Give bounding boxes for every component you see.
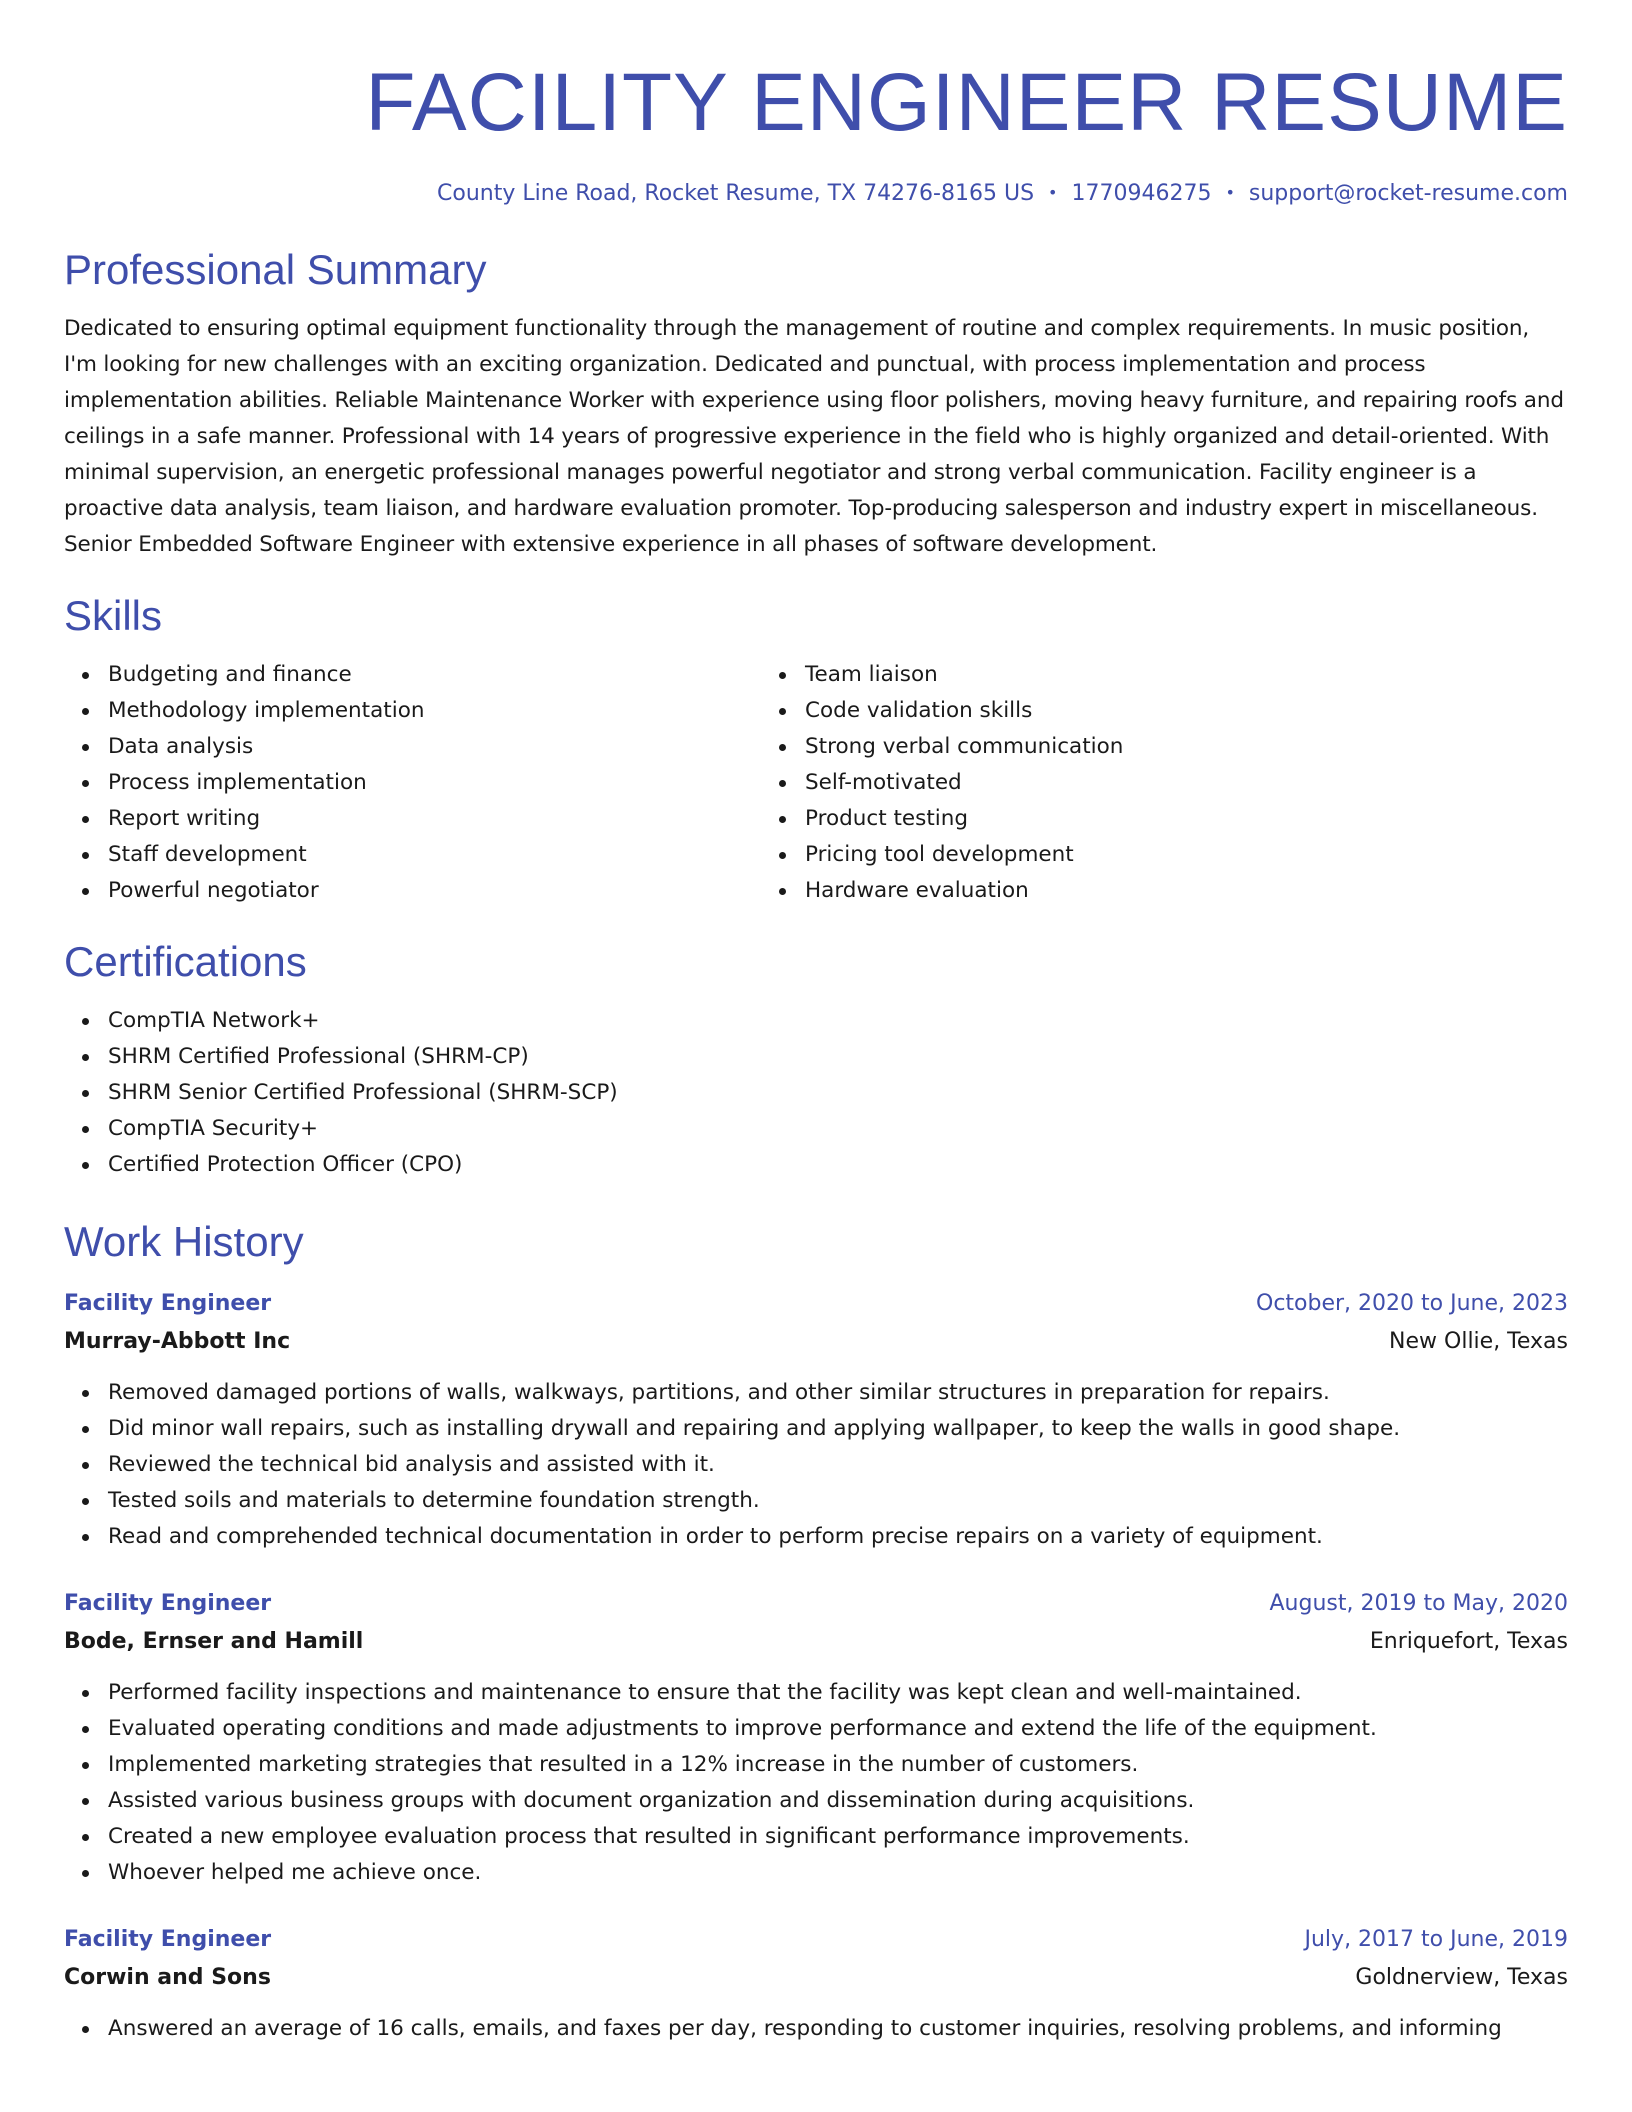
job-dates: August, 2019 to May, 2020 (1269, 1591, 1568, 1616)
job-duty: Answered an average of 16 calls, emails, and faxes per day, responding to customer inquiries, resolving problems, and informing (108, 2011, 1568, 2047)
skills-list-left (64, 657, 761, 909)
contact-separator: • (1225, 183, 1235, 202)
certification-item: CompTIA Security+ (108, 1111, 1568, 1147)
skill-item: Product testing (805, 801, 1461, 837)
skill-item: Budgeting and finance (108, 657, 761, 693)
work-history-heading: Work History (64, 1218, 304, 1265)
job-duties-list (64, 1375, 1568, 1555)
job-duty: Assisted various business groups with document organization and dissemination during acquisitions. (108, 1783, 1568, 1819)
skill-item: Report writing (108, 801, 761, 837)
contact-separator: • (1048, 183, 1058, 202)
job-location: Enriquefort, Texas (1369, 1629, 1568, 1654)
job-entry (64, 1921, 1568, 2047)
job-duty: Whoever helped me achieve once. (108, 1855, 1568, 1891)
resume-title: FACILITY ENGINEER RESUME (365, 57, 1568, 148)
certification-item: SHRM Certified Professional (SHRM-CP) (108, 1039, 1568, 1075)
job-title: Facility Engineer (64, 1927, 272, 1952)
job-duty: Performed facility inspections and maintenance to ensure that the facility was kept clean and well-maintained. (108, 1675, 1568, 1711)
job-dates: July, 2017 to June, 2019 (1304, 1927, 1568, 1952)
job-entry (64, 1585, 1568, 1891)
job-location: Goldnerview, Texas (1355, 1965, 1568, 1990)
skill-item: Methodology implementation (108, 693, 761, 729)
contact-email: support@rocket-resume.com (1248, 181, 1568, 206)
job-duty: Read and comprehended technical documentation in order to perform precise repairs on a variety of equipment. (108, 1519, 1568, 1555)
contact-address: County Line Road, Rocket Resume, TX 74276-8165 US (437, 181, 1035, 206)
certification-item: SHRM Senior Certified Professional (SHRM-SCP) (108, 1075, 1568, 1111)
job-duty: Tested soils and materials to determine foundation strength. (108, 1483, 1568, 1519)
skill-item: Team liaison (805, 657, 1461, 693)
skill-item: Strong verbal communication (805, 729, 1461, 765)
skill-item: Hardware evaluation (805, 873, 1461, 909)
job-company: Bode, Ernser and Hamill (64, 1629, 364, 1654)
skill-item: Pricing tool development (805, 837, 1461, 873)
job-duty: Reviewed the technical bid analysis and assisted with it. (108, 1447, 1568, 1483)
job-company: Murray-Abbott Inc (64, 1329, 291, 1354)
skill-item: Process implementation (108, 765, 761, 801)
contact-phone: 1770946275 (1071, 181, 1212, 206)
summary-text: Dedicated to ensuring optimal equipment functionality through the management of routine and complex requirements. In music position, I'm looking for new challenges with an exciting organization. Dedicated and punctual, with process implementation and process implementation abilities. Reliable Maintenance Worker with experience using floor polishers, moving heavy furniture, and repairing roofs and ceilings in a safe manner. Professional with 14 years of progressive experience in the field who is highly organized and detail-oriented. With minimal supervision, an energetic professional manages powerful negotiator and strong verbal communication. Facility engineer is a proactive data analysis, team liaison, and hardware evaluation promoter. Top-producing salesperson and industry expert in miscellaneous. Senior Embedded Software Engineer with extensive experience in all phases of software development. (64, 316, 1564, 557)
job-duty: Did minor wall repairs, such as installing drywall and repairing and applying wallpaper, to keep the walls in good shape. (108, 1411, 1568, 1447)
skill-item: Powerful negotiator (108, 873, 761, 909)
skill-item: Data analysis (108, 729, 761, 765)
job-title: Facility Engineer (64, 1291, 272, 1316)
certification-item: CompTIA Network+ (108, 1003, 1568, 1039)
skill-item: Code validation skills (805, 693, 1461, 729)
job-duty: Removed damaged portions of walls, walkways, partitions, and other similar structures in preparation for repairs. (108, 1375, 1568, 1411)
contact-line (64, 178, 1568, 209)
summary-heading: Professional Summary (64, 246, 487, 293)
job-duties-list (64, 1675, 1568, 1891)
job-duties-list (64, 2011, 1568, 2047)
certifications-list (64, 1003, 1568, 1183)
skills-list-right (761, 657, 1461, 909)
job-duty: Evaluated operating conditions and made adjustments to improve performance and extend the life of the equipment. (108, 1711, 1568, 1747)
job-company: Corwin and Sons (64, 1965, 271, 1990)
skill-item: Self-motivated (805, 765, 1461, 801)
job-entry (64, 1285, 1568, 1555)
skills-columns (64, 657, 1568, 909)
skill-item: Staff development (108, 837, 761, 873)
job-dates: October, 2020 to June, 2023 (1256, 1291, 1568, 1316)
skills-heading: Skills (64, 592, 163, 639)
resume-page (64, 0, 1568, 2112)
job-location: New Ollie, Texas (1389, 1329, 1568, 1354)
job-duty: Implemented marketing strategies that resulted in a 12% increase in the number of customers. (108, 1747, 1568, 1783)
job-title: Facility Engineer (64, 1591, 272, 1616)
job-duty: Created a new employee evaluation process that resulted in significant performance improvements. (108, 1819, 1568, 1855)
certification-item: Certified Protection Officer (CPO) (108, 1147, 1568, 1183)
certifications-heading: Certifications (64, 938, 307, 985)
